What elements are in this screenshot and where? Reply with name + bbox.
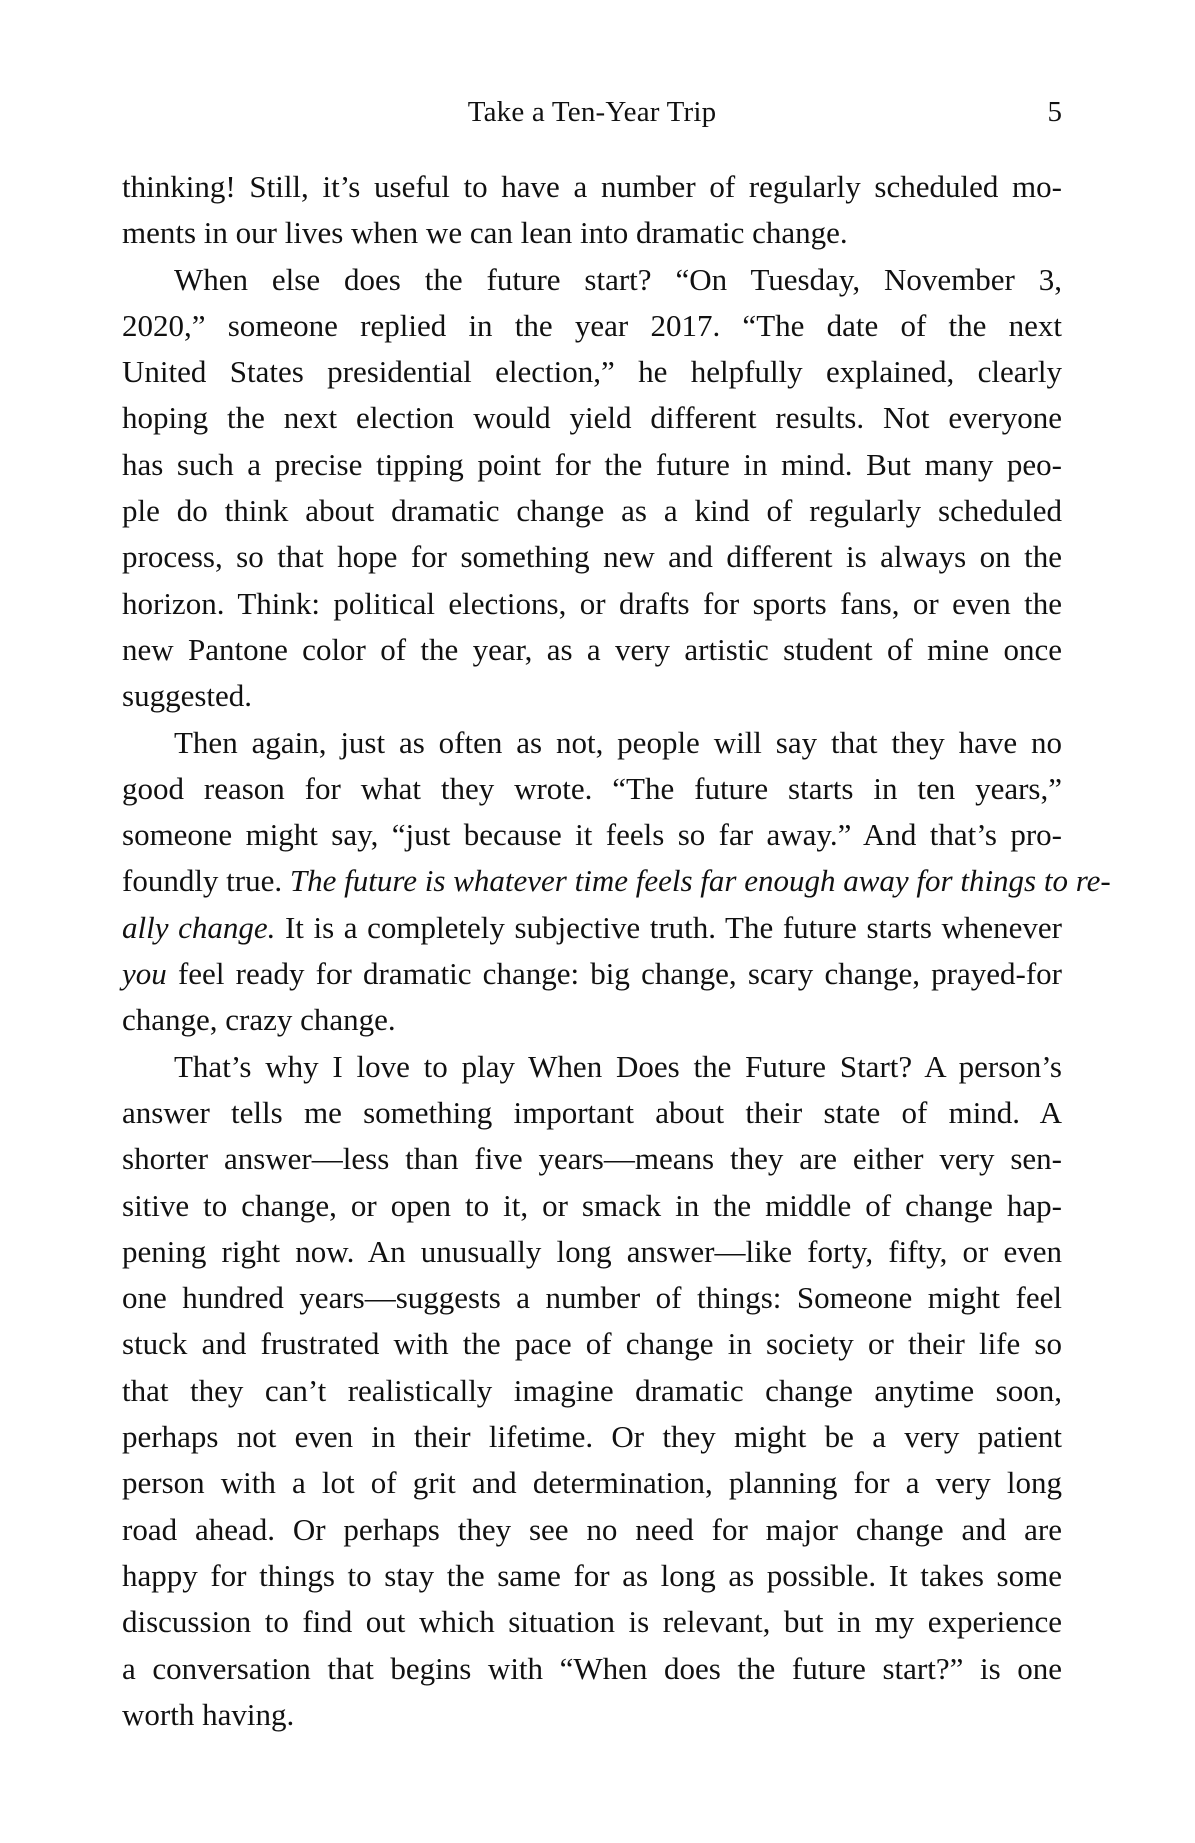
- text-line: suggested.: [122, 678, 253, 714]
- text-line: thinking! Still, it’s useful to have a number of regularly scheduled mo-: [122, 169, 1062, 204]
- body-text: [122, 164, 1111, 1738]
- page-number: 5: [1047, 96, 1062, 128]
- text-line: Then again, just as often as not, people will say that they have no: [174, 724, 1062, 760]
- text-line: hoping the next election would yield different results. Not everyone: [122, 400, 1062, 436]
- italic-emphasis: you: [122, 956, 167, 992]
- paragraph-3: [122, 720, 1111, 1044]
- text-run: foundly true.: [122, 863, 290, 899]
- paragraph-2: [122, 257, 1062, 720]
- text-line: has such a precise tipping point for the future in mind. But many peo-: [122, 446, 1062, 482]
- text-line: change, crazy change.: [122, 1002, 396, 1038]
- text-line: shorter answer—less than five years—means they are either very sen-: [122, 1141, 1062, 1177]
- italic-emphasis: ally change.: [122, 909, 276, 945]
- text-line: 2020,” someone replied in the year 2017. “The date of the next: [122, 307, 1062, 343]
- text-line: discussion to find out which situation is relevant, but in my experience: [122, 1604, 1062, 1640]
- text-line: happy for things to stay the same for as long as possible. It takes some: [122, 1557, 1062, 1593]
- paragraph-1: [122, 164, 1062, 257]
- text-line: road ahead. Or perhaps they see no need for major change and are: [122, 1511, 1062, 1547]
- text-line: That’s why I love to play When Does the Future Start? A person’s: [174, 1048, 1062, 1084]
- text-line: [122, 858, 1111, 904]
- text-line: horizon. Think: political elections, or drafts for sports fans, or even the: [122, 585, 1062, 621]
- text-line: perhaps not even in their lifetime. Or they might be a very patient: [122, 1419, 1062, 1455]
- text-line: When else does the future start? “On Tuesday, November 3,: [174, 261, 1062, 297]
- text-line: ments in our lives when we can lean into dramatic change.: [122, 215, 848, 251]
- text-line: ple do think about dramatic change as a kind of regularly scheduled: [122, 493, 1062, 529]
- text-line: answer tells me something important about their state of mind. A: [122, 1094, 1062, 1130]
- text-line: someone might say, “just because it feels so far away.” And that’s pro-: [122, 817, 1062, 853]
- running-title: Take a Ten-Year Trip: [467, 96, 717, 128]
- text-line: good reason for what they wrote. “The future starts in ten years,”: [122, 770, 1062, 806]
- text-line: process, so that hope for something new and different is always on the: [122, 539, 1062, 575]
- text-line: pening right now. An unusually long answer—like forty, fifty, or even: [122, 1233, 1062, 1269]
- text-run: feel ready for dramatic change: big change, scary change, prayed-for: [166, 956, 1062, 992]
- paragraph-4: [122, 1044, 1062, 1738]
- text-line: [122, 905, 1062, 951]
- text-line: person with a lot of grit and determination, planning for a very long: [122, 1465, 1062, 1501]
- text-line: United States presidential election,” he helpfully explained, clearly: [122, 354, 1062, 390]
- running-head: [122, 92, 1062, 132]
- text-line: stuck and frustrated with the pace of change in society or their life so: [122, 1326, 1062, 1362]
- text-line: new Pantone color of the year, as a very artistic student of mine once: [122, 631, 1062, 667]
- text-line: sitive to change, or open to it, or smack in the middle of change hap-: [122, 1187, 1062, 1223]
- text-line: one hundred years—suggests a number of things: Someone might feel: [122, 1280, 1062, 1316]
- italic-emphasis: The future is whatever time feels far enough away for things to re-: [289, 863, 1111, 899]
- text-line: a conversation that begins with “When does the future start?” is one: [122, 1650, 1062, 1686]
- text-line: [122, 951, 1062, 997]
- text-line: that they can’t realistically imagine dramatic change anytime soon,: [122, 1372, 1062, 1408]
- text-run: It is a completely subjective truth. The future starts whenever: [275, 909, 1062, 945]
- text-line: worth having.: [122, 1696, 295, 1732]
